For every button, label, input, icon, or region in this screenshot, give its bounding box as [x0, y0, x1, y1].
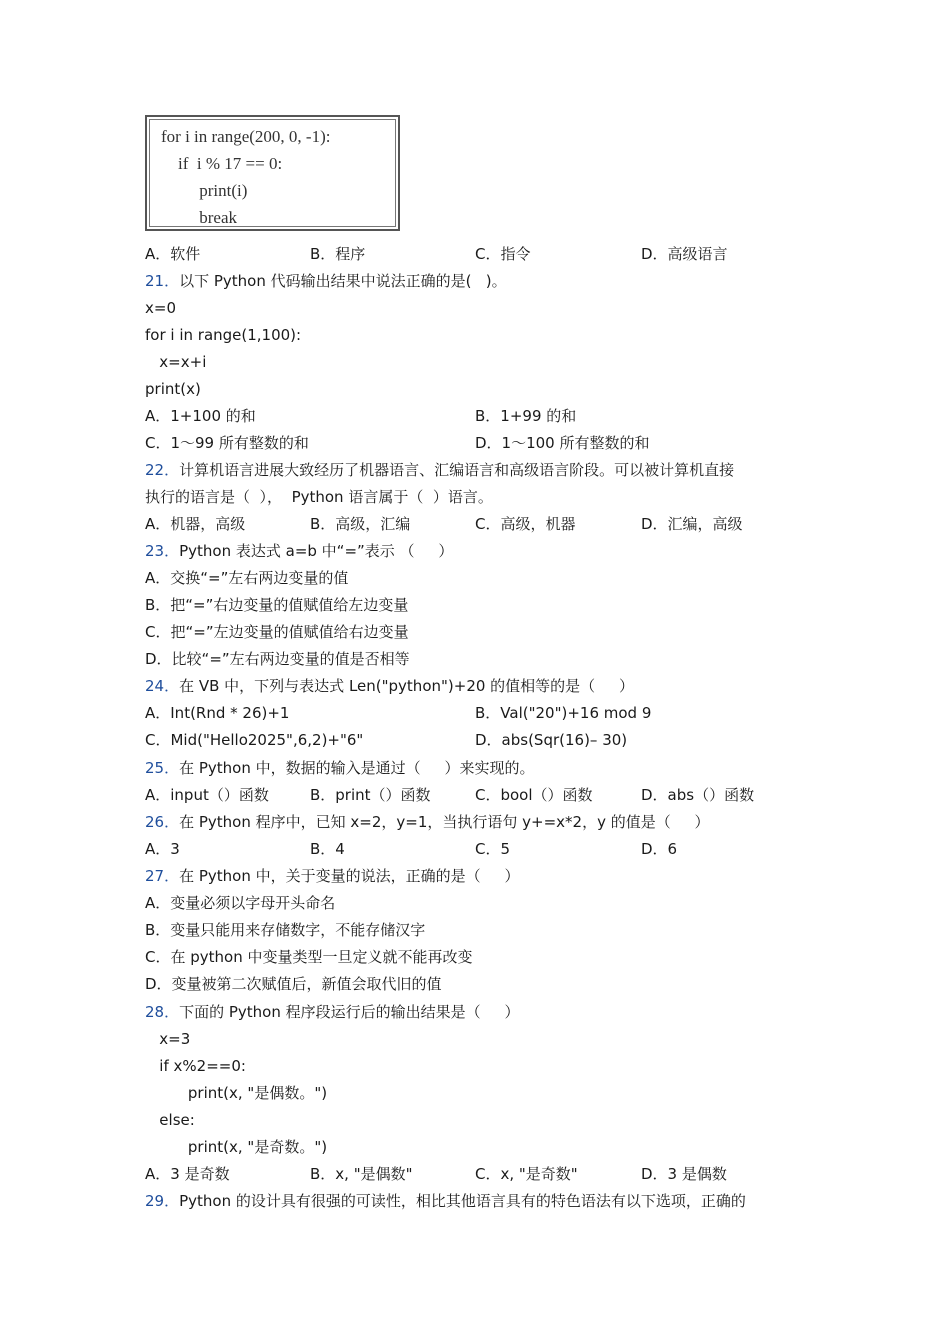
- question-text: 下面的 Python 程序段运行后的输出结果是（ ）: [179, 1003, 520, 1021]
- option-d: D．1～100 所有整数的和: [475, 434, 650, 452]
- code-line: print(x, "是奇数。"): [145, 1138, 328, 1156]
- option-a: A．input（）函数: [145, 786, 269, 804]
- code-line: else:: [145, 1111, 195, 1129]
- question-text: 在 Python 中，数据的输入是通过（ ）来实现的。: [179, 759, 535, 777]
- option-a: A．机器，高级: [145, 515, 246, 533]
- question-text: 以下 Python 代码输出结果中说法正确的是( )。: [179, 272, 507, 290]
- option-d: D．abs（）函数: [641, 786, 755, 804]
- option-c: C．指令: [475, 245, 531, 263]
- question-number: 25．: [145, 759, 180, 777]
- question-26: [145, 811, 710, 833]
- question-text-continued: 执行的语言是（ ）， Python 语言属于（ ）语言。: [145, 488, 493, 506]
- option-a: A．Int(Rnd * 26)+1: [145, 704, 290, 722]
- code-line: for i in range(200, 0, -1):: [161, 127, 331, 146]
- code-line: print(x, "是偶数。"): [145, 1084, 328, 1102]
- option-b: B．x, "是偶数": [310, 1165, 413, 1183]
- code-snippet-image: [145, 115, 400, 231]
- question-number: 27．: [145, 867, 180, 885]
- option-c: C．在 python 中变量类型一旦定义就不能再改变: [145, 948, 473, 966]
- question-text: 在 VB 中，下列与表达式 Len("python")+20 的值相等的是（ ）: [179, 677, 635, 695]
- question-number: 26．: [145, 813, 180, 831]
- question-text: 计算机语言进展大致经历了机器语言、汇编语言和高级语言阶段。可以被计算机直接: [179, 461, 735, 479]
- option-d: D．高级语言: [641, 245, 728, 263]
- code-line: x=3: [145, 1030, 191, 1048]
- code-line: for i in range(1,100):: [145, 326, 302, 344]
- option-a: A．交换“=”左右两边变量的值: [145, 569, 349, 587]
- code-line: x=0: [145, 299, 176, 317]
- option-b: B．变量只能用来存储数字，不能存储汉字: [145, 921, 426, 939]
- option-d: D．变量被第二次赋值后，新值会取代旧的值: [145, 975, 442, 993]
- question-28: [145, 1001, 519, 1023]
- question-25: [145, 757, 534, 779]
- question-number: 23．: [145, 542, 180, 560]
- option-b: B．1+99 的和: [475, 407, 577, 425]
- question-27: [145, 865, 519, 887]
- option-d: D．汇编，高级: [641, 515, 743, 533]
- question-text: 在 Python 中，关于变量的说法，正确的是（ ）: [179, 867, 520, 885]
- option-b: B．把“=”右边变量的值赋值给左边变量: [145, 596, 409, 614]
- option-d: D．3 是偶数: [641, 1165, 727, 1183]
- option-c: C．1～99 所有整数的和: [145, 434, 309, 452]
- code-line: x=x+i: [145, 353, 207, 371]
- option-c: C．bool（）函数: [475, 786, 593, 804]
- code-line: if i % 17 == 0:: [161, 154, 283, 173]
- question-21: [145, 270, 507, 292]
- question-number: 28．: [145, 1003, 180, 1021]
- question-number: 21．: [145, 272, 180, 290]
- option-c: C．Mid("Hello2025",6,2)+"6": [145, 731, 364, 749]
- question-number: 24．: [145, 677, 180, 695]
- option-b: B．程序: [310, 245, 366, 263]
- question-text: 在 Python 程序中，已知 x=2，y=1，当执行语句 y+=x*2，y 的值是（ ）: [179, 813, 710, 831]
- option-a: A．1+100 的和: [145, 407, 256, 425]
- question-24: [145, 675, 634, 697]
- code-line: print(i): [161, 181, 248, 200]
- option-a: A．变量必须以字母开头命名: [145, 894, 336, 912]
- option-c: C．5: [475, 840, 511, 858]
- option-d: D．比较“=”左右两边变量的值是否相等: [145, 650, 410, 668]
- option-b: B．print（）函数: [310, 786, 431, 804]
- option-b: B．4: [310, 840, 345, 858]
- question-22: [145, 459, 734, 481]
- option-c: C．x, "是奇数": [475, 1165, 578, 1183]
- question-23: [145, 540, 453, 562]
- question-number: 22．: [145, 461, 180, 479]
- question-text: Python 表达式 a=b 中“=”表示 （ ）: [179, 542, 454, 560]
- option-d: D．6: [641, 840, 678, 858]
- option-d: D．abs(Sqr(16)– 30): [475, 731, 628, 749]
- code-line: break: [161, 208, 238, 227]
- option-a: A．3 是奇数: [145, 1165, 230, 1183]
- question-29: [145, 1190, 746, 1212]
- code-line: print(x): [145, 380, 201, 398]
- option-b: B．Val("20")+16 mod 9: [475, 704, 652, 722]
- option-c: C．把“=”左边变量的值赋值给右边变量: [145, 623, 409, 641]
- option-b: B．高级，汇编: [310, 515, 411, 533]
- option-c: C．高级，机器: [475, 515, 576, 533]
- code-line: if x%2==0:: [145, 1057, 246, 1075]
- question-text: Python 的设计具有很强的可读性，相比其他语言具有的特色语法有以下选项，正确的: [179, 1192, 746, 1210]
- question-number: 29．: [145, 1192, 180, 1210]
- option-a: A．软件: [145, 245, 201, 263]
- option-a: A．3: [145, 840, 180, 858]
